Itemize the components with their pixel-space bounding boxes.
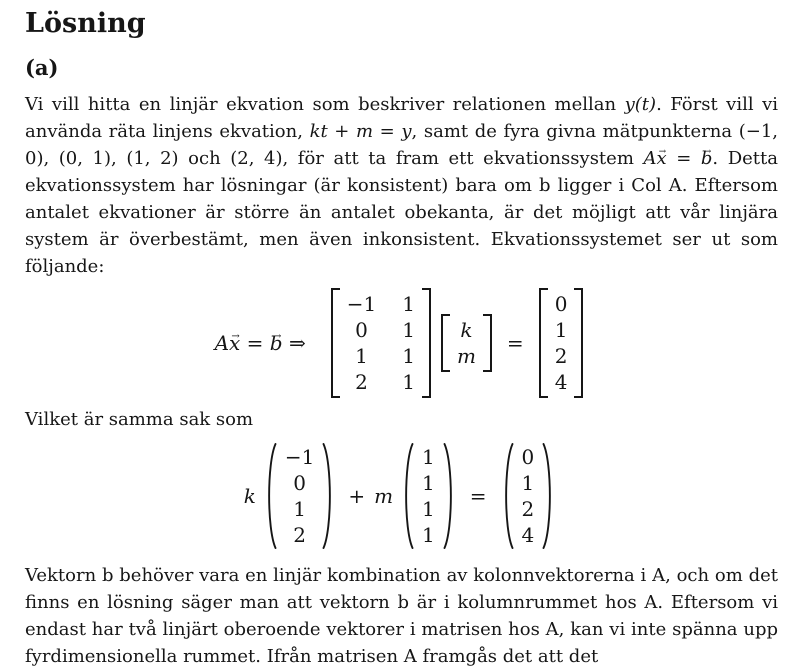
text-segment: Vi vill hitta en linjär ekvation som beskriver relationen mellan [25,94,625,115]
matrix-cell: −1 [346,292,377,316]
section-label-a: (a) [25,55,59,80]
vector-b [539,288,584,398]
matrix-cell: 1 [422,523,435,547]
matrix-cell: 0 [293,471,306,495]
matrix-cell: m [456,344,476,368]
vector-column-1 [263,441,336,551]
matrix-cell: k [460,318,473,342]
left-square-bracket [441,314,450,372]
paragraph-conclusion [25,562,778,670]
matrix-cell: 2 [554,344,568,368]
right-square-bracket [574,288,583,398]
text-segment: A [214,331,230,355]
vector-symbol: x → [656,145,666,172]
vector-column-2 [400,441,457,551]
right-square-bracket [422,288,431,398]
left-square-bracket [539,288,548,398]
matrix-a [331,288,431,398]
right-square-bracket [483,314,492,372]
vector-symbol: b → [270,330,283,356]
left-square-bracket [331,288,340,398]
matrix-cell: 1 [355,344,368,368]
matrix-cell: 1 [422,445,435,469]
equals-sign: = [506,331,524,355]
matrix-cell: 1 [402,344,415,368]
vector-symbol: x → [229,330,240,356]
vector-unknowns-entries [450,314,483,372]
vector-column-1-entries [278,441,321,551]
page-title: Lösning [25,8,146,39]
text-segment: . Först vill vi använda räta linjens ekvation, [25,94,779,142]
vector-result-entries [515,441,542,551]
matrix-cell: 1 [521,471,535,495]
matrix-cell: 4 [521,523,535,547]
text-segment: . Detta ekvationssystem har lösningar (är konsistent) bara om b ligger i Col A. Eftersom antalet ekvationer är större än antalet obekanta, är det möjligt att vår linjära system är överbestämt, men även inkonsistent. Ekvationssystemet ser ut som följande: [25,148,778,277]
vector-b-entries [548,288,575,398]
coefficient-m: m [374,484,394,508]
paragraph-intro [25,91,778,280]
matrix-cell: 1 [422,497,435,521]
equals-sign: = [469,484,487,508]
matrix-cell: 2 [293,523,306,547]
text-segment: Vektorn b behöver vara en linjär kombination av kolonnvektorerna i A, och om det finns en lösning säger man att vektorn b är i kolumnrummet hos A. Eftersom vi endast har två linjärt oberoende vektorer i matrisen hos A, kan vi inte spänna upp fyrdimensionella rummet. Ifrån matrisen A framgås det att det [25,565,778,667]
text-segment: = [666,148,701,169]
left-paren-glyph [263,441,278,551]
equation-matrix-system [25,288,778,398]
matrix-cell: 1 [402,370,415,394]
matrix-cell: 0 [554,292,568,316]
text-segment: y(t) [624,94,657,115]
matrix-cell: 0 [355,318,368,342]
matrix-cell: 1 [402,292,415,316]
vector-result [500,441,557,551]
coefficient-k: k [243,484,256,508]
left-paren-glyph [500,441,515,551]
matrix-cell: 1 [554,318,568,342]
matrix-cell: 1 [293,497,306,521]
vector-column-2-entries [415,441,442,551]
matrix-cell: 2 [355,370,368,394]
matrix-cell: 1 [422,471,435,495]
left-paren-glyph [400,441,415,551]
matrix-cell: 4 [554,370,568,394]
right-paren-glyph [321,441,336,551]
text-segment: ⇒ [282,331,306,355]
right-paren-glyph [541,441,556,551]
vector-symbol: b → [701,145,713,172]
vector-unknowns [441,314,492,372]
text-segment: A [643,148,657,169]
text-segment: kt + m = y [309,121,412,142]
right-paren-glyph [442,441,457,551]
paragraph-connector: Vilket är samma sak som [25,409,254,430]
matrix-a-entries [340,288,422,398]
equation-vector-combination [25,441,778,551]
text-segment: = [240,331,270,355]
matrix-cell: 2 [521,497,535,521]
matrix-cell: 1 [402,318,415,342]
matrix-cell: −1 [284,445,315,469]
text-segment: , samt de fyra givna mätpunkterna (−1, 0), (0, 1), (1, 2) och (2, 4), för att ta fram ett ekvationssystem [25,121,778,169]
equation-lead [215,330,306,356]
matrix-cell: 0 [521,445,535,469]
plus-sign: + [348,484,366,508]
